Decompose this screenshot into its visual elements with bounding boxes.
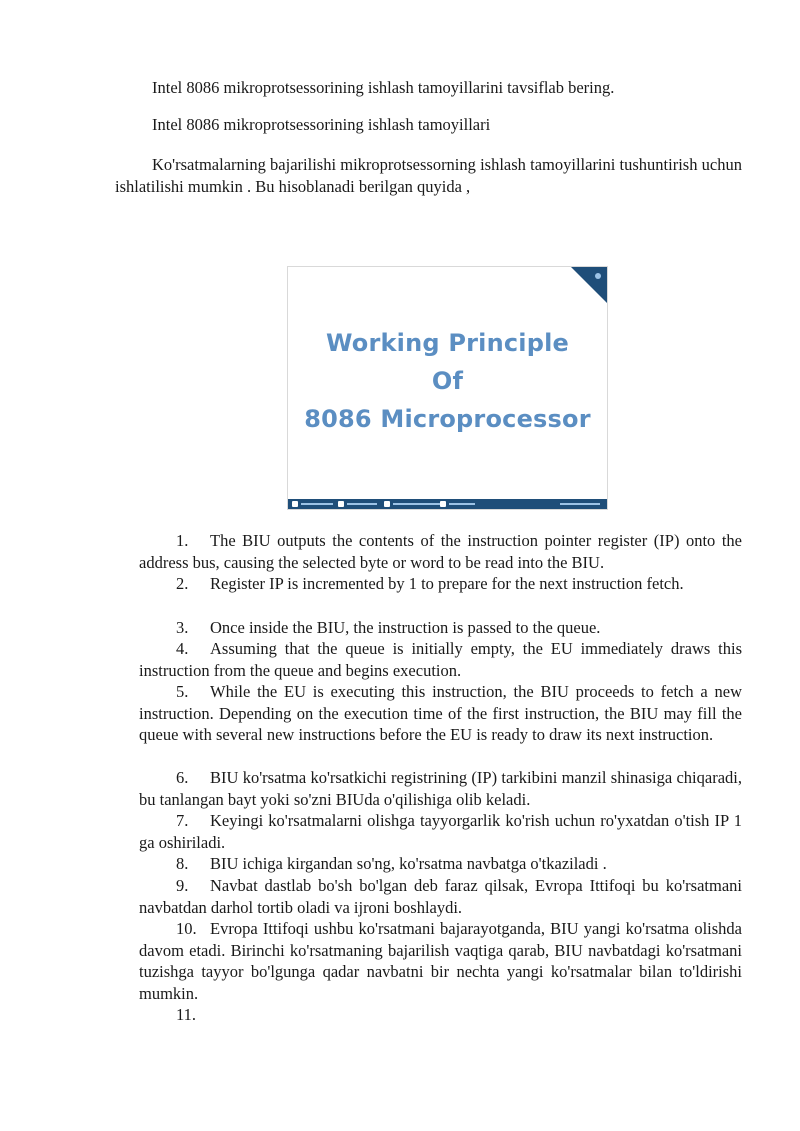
list-item xyxy=(139,767,742,810)
list-item xyxy=(139,638,742,681)
list-number: 7. xyxy=(176,811,189,830)
list-item xyxy=(139,573,742,595)
slide-footer-bar xyxy=(288,499,607,509)
footer-link-placeholder xyxy=(393,503,441,505)
list-item xyxy=(139,1004,742,1026)
footer-social-3 xyxy=(384,501,441,507)
footer-social-4 xyxy=(440,501,475,507)
slide-title-line2: Of xyxy=(431,367,464,395)
slide-title-line1: Working Principle xyxy=(325,329,570,357)
list-item xyxy=(139,853,742,875)
list-number: 5. xyxy=(176,682,189,701)
list-text: Register IP is incremented by 1 to prepare for the next instruction fetch. xyxy=(210,574,684,593)
footer-link-placeholder xyxy=(347,503,377,505)
list-text: Evropa Ittifoqi ushbu ko'rsatmani bajarayotganda, BIU yangi ko'rsatma olishda davom etadi. Birinchi ko'rsatmaning bajarilish vaqtiga qarab, BIU navbatdagi ko'rsatmani tuzishga tayyor bo'lgunga qadar navbatni bir nechta yangi ko'rsatmalar bilan to'ldirishi mumkin. xyxy=(139,919,742,1003)
list-number: 9. xyxy=(176,876,189,895)
list-text: BIU ko'rsatma ko'rsatkichi registrining (IP) tarkibini manzil shinasiga chiqaradi, bu tanlangan bayt yoki so'zni BIUda o'qilishiga olib keladi. xyxy=(139,768,742,809)
footer-link-placeholder xyxy=(301,503,333,505)
list-text: Keyingi ko'rsatmalarni olishga tayyorgarlik ko'rish uchun ro'yxatdan o'tish IP 1 ga oshiriladi. xyxy=(139,811,742,852)
slide-title-line3: 8086 Microprocessor xyxy=(304,405,591,433)
facebook-icon xyxy=(292,501,298,507)
list-number: 8. xyxy=(176,854,189,873)
list-item xyxy=(139,918,742,1004)
list-item xyxy=(139,810,742,853)
footer-social-1 xyxy=(292,501,333,507)
list-text: The BIU outputs the contents of the instruction pointer register (IP) onto the address bus, causing the selected byte or word to be read into the BIU. xyxy=(139,531,742,572)
list-number: 6. xyxy=(176,768,189,787)
list-item xyxy=(139,681,742,746)
list-number: 4. xyxy=(176,639,189,658)
twitter-icon xyxy=(338,501,344,507)
intro-paragraph: Ko'rsatmalarning bajarilishi mikroprotsessorning ishlash tamoyillarini tushuntirish uchun ishlatilishi mumkin . Bu hisoblanadi berilgan quyida , xyxy=(115,155,742,196)
list-text: Once inside the BIU, the instruction is passed to the queue. xyxy=(210,618,601,637)
corner-logo-icon xyxy=(595,273,601,279)
footer-link-placeholder xyxy=(449,503,475,505)
list-number: 3. xyxy=(176,618,189,637)
list-number: 2. xyxy=(176,574,189,593)
list-text: BIU ichiga kirgandan so'ng, ko'rsatma navbatga o'tkaziladi . xyxy=(210,854,607,873)
section-title: Intel 8086 mikroprotsessorining ishlash tamoyillari xyxy=(152,115,491,134)
list-item xyxy=(139,617,742,639)
footer-social-2 xyxy=(338,501,377,507)
list-text: While the EU is executing this instruction, the BIU proceeds to fetch a new instruction. Depending on the execution time of the first instruction, the BIU may fill the queue with several new instructions before the EU is ready to draw its next instruction. xyxy=(139,682,742,744)
list-text: Assuming that the queue is initially empty, the EU immediately draws this instruction from the queue and begins execution. xyxy=(139,639,742,680)
footer-site xyxy=(560,501,600,507)
list-number: 10. xyxy=(176,919,197,938)
footer-site-placeholder xyxy=(560,503,600,505)
slide-image xyxy=(287,266,608,510)
list-text: Navbat dastlab bo'sh bo'lgan deb faraz qilsak, Evropa Ittifoqi bu ko'rsatmani navbatdan darhol tortib oladi va ijroni boshlaydi. xyxy=(139,876,742,917)
linkedin-icon xyxy=(384,501,390,507)
corner-ribbon xyxy=(571,267,607,303)
question-heading: Intel 8086 mikroprotsessorining ishlash tamoyillarini tavsiflab bering. xyxy=(152,78,615,97)
list-item xyxy=(139,530,742,573)
list-item xyxy=(139,875,742,918)
list-number: 1. xyxy=(176,531,189,550)
list-number: 11. xyxy=(176,1005,197,1024)
youtube-icon xyxy=(440,501,446,507)
